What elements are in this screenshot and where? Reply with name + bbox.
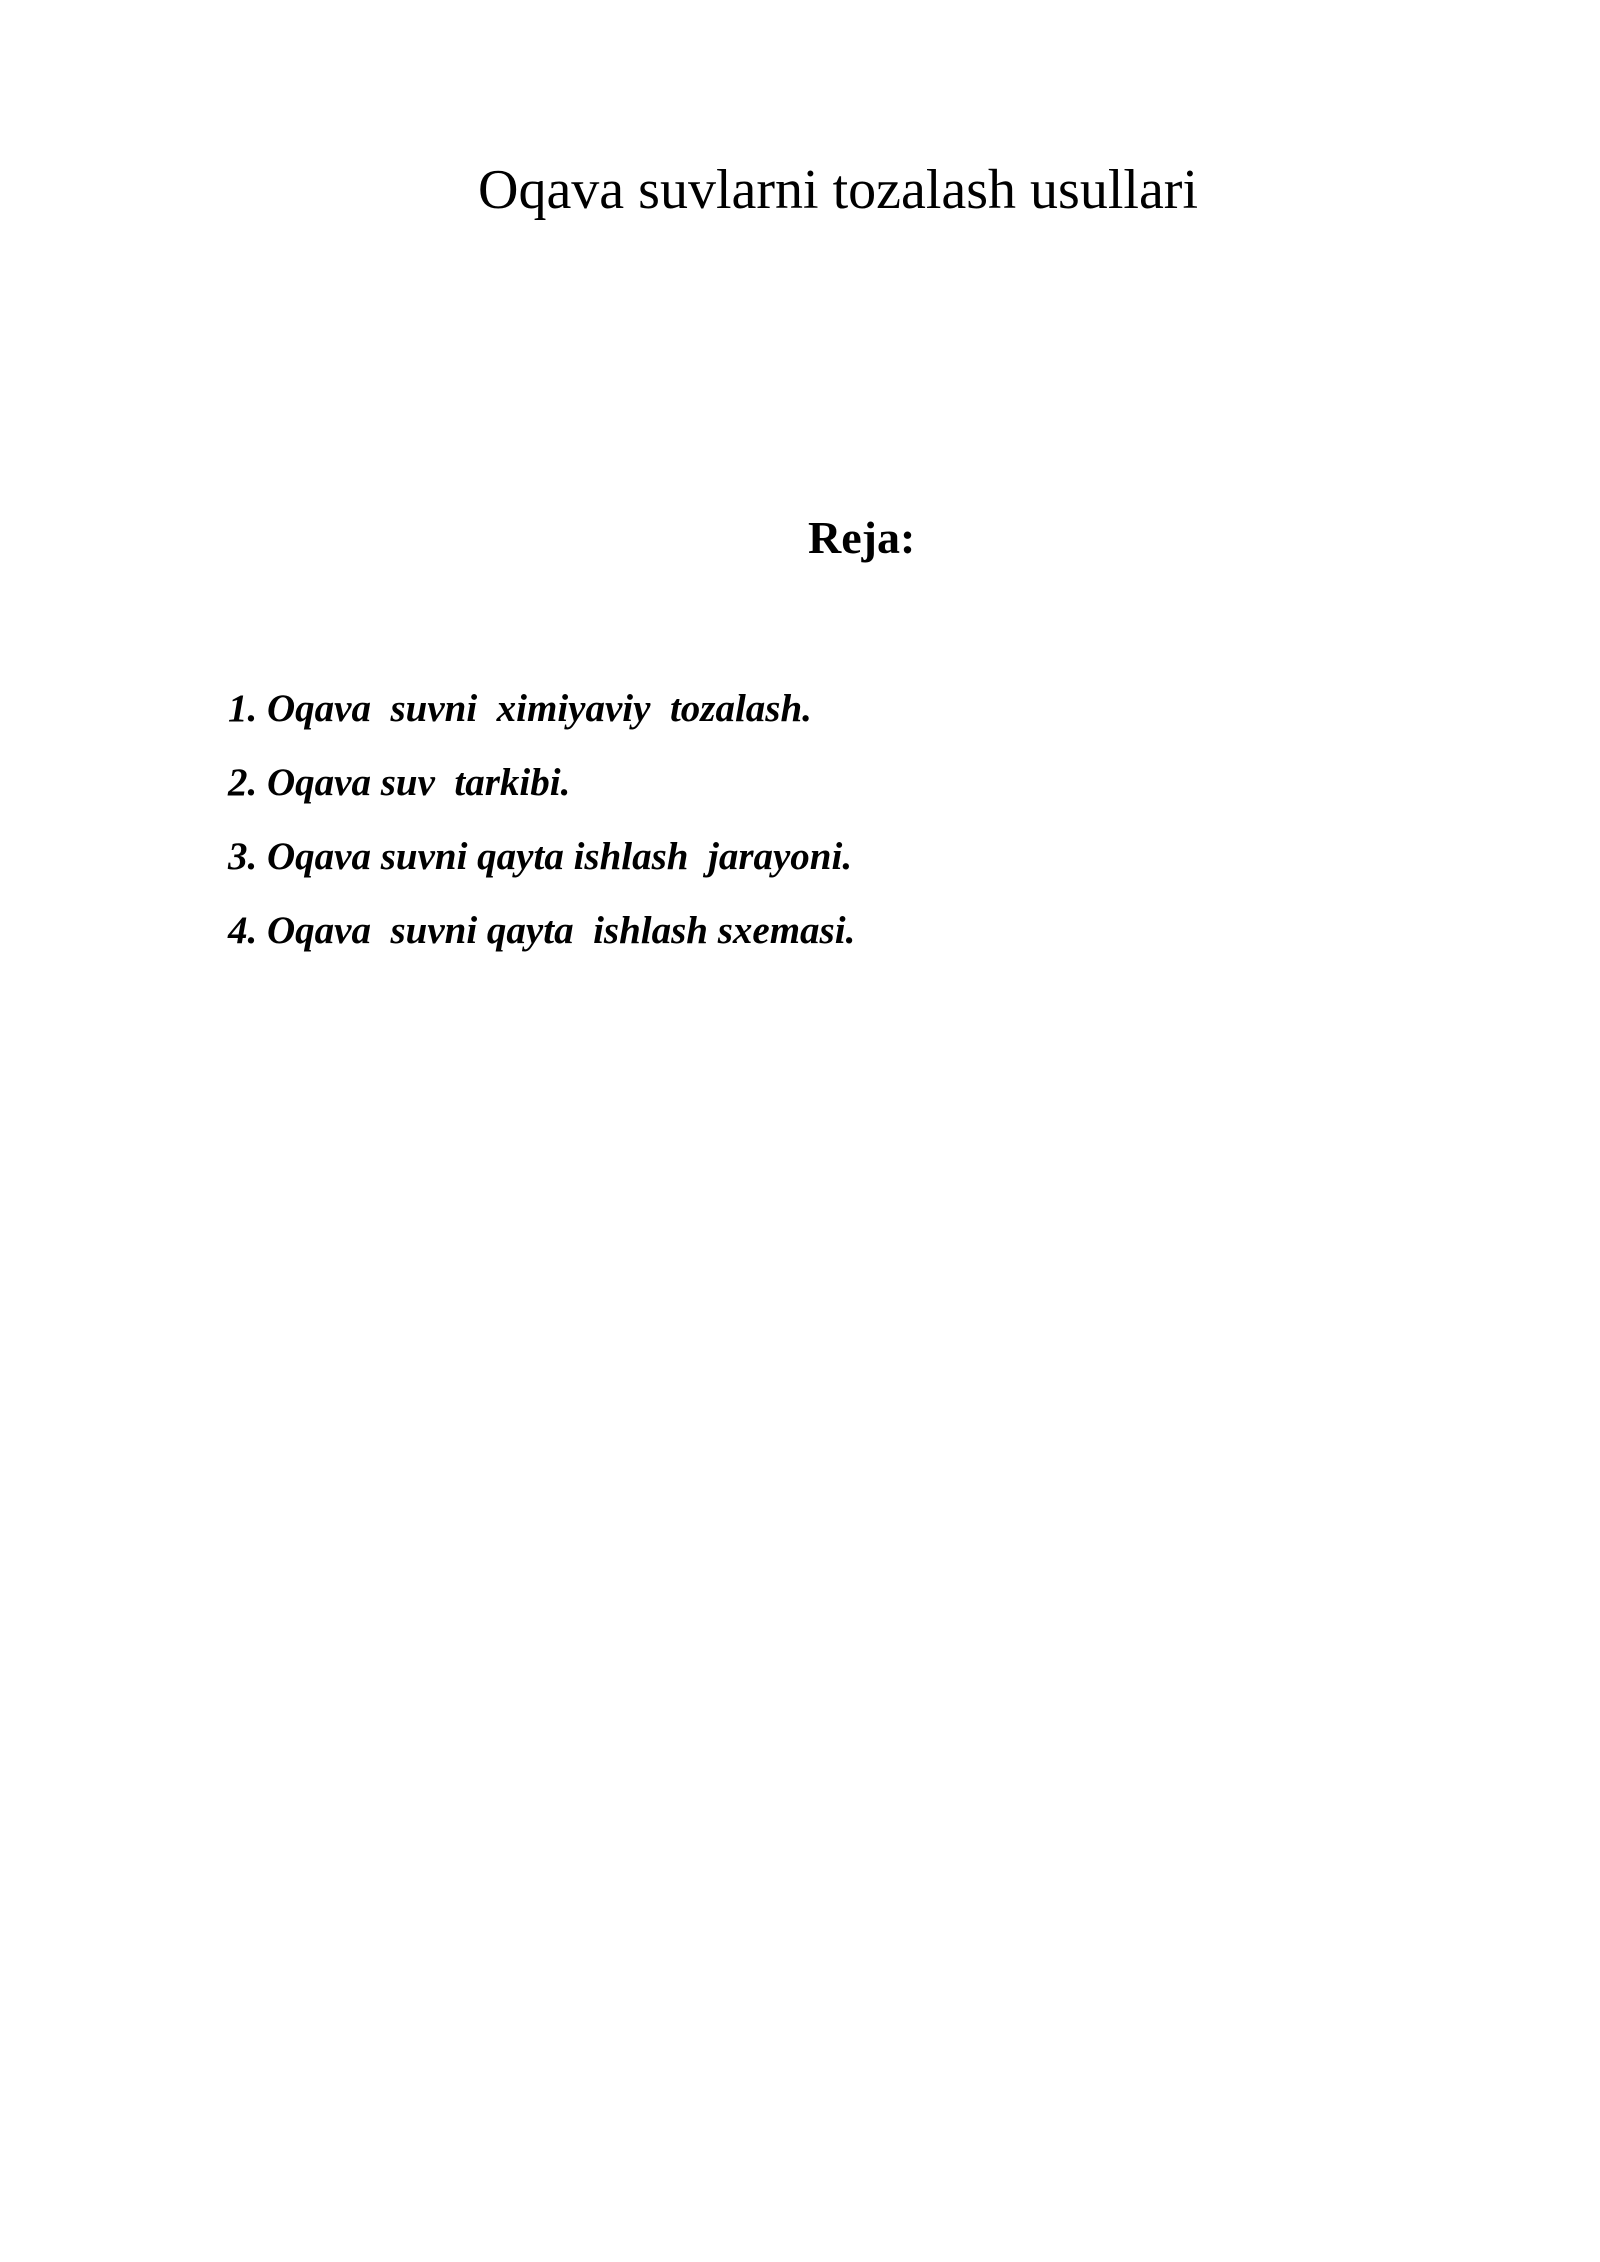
- plan-item-1: 1. Oqava suvni ximiyaviy tozalash.: [228, 687, 812, 730]
- plan-item-2: 2. Oqava suv tarkibi.: [228, 761, 571, 804]
- document-title: Oqava suvlarni tozalash usullari: [478, 159, 1199, 221]
- plan-list: [228, 672, 855, 968]
- plan-item-3: 3. Oqava suvni qayta ishlash jarayoni.: [228, 835, 853, 878]
- plan-heading: Reja:: [808, 512, 916, 563]
- plan-item-4: 4. Oqava suvni qayta ishlash sxemasi.: [228, 909, 856, 952]
